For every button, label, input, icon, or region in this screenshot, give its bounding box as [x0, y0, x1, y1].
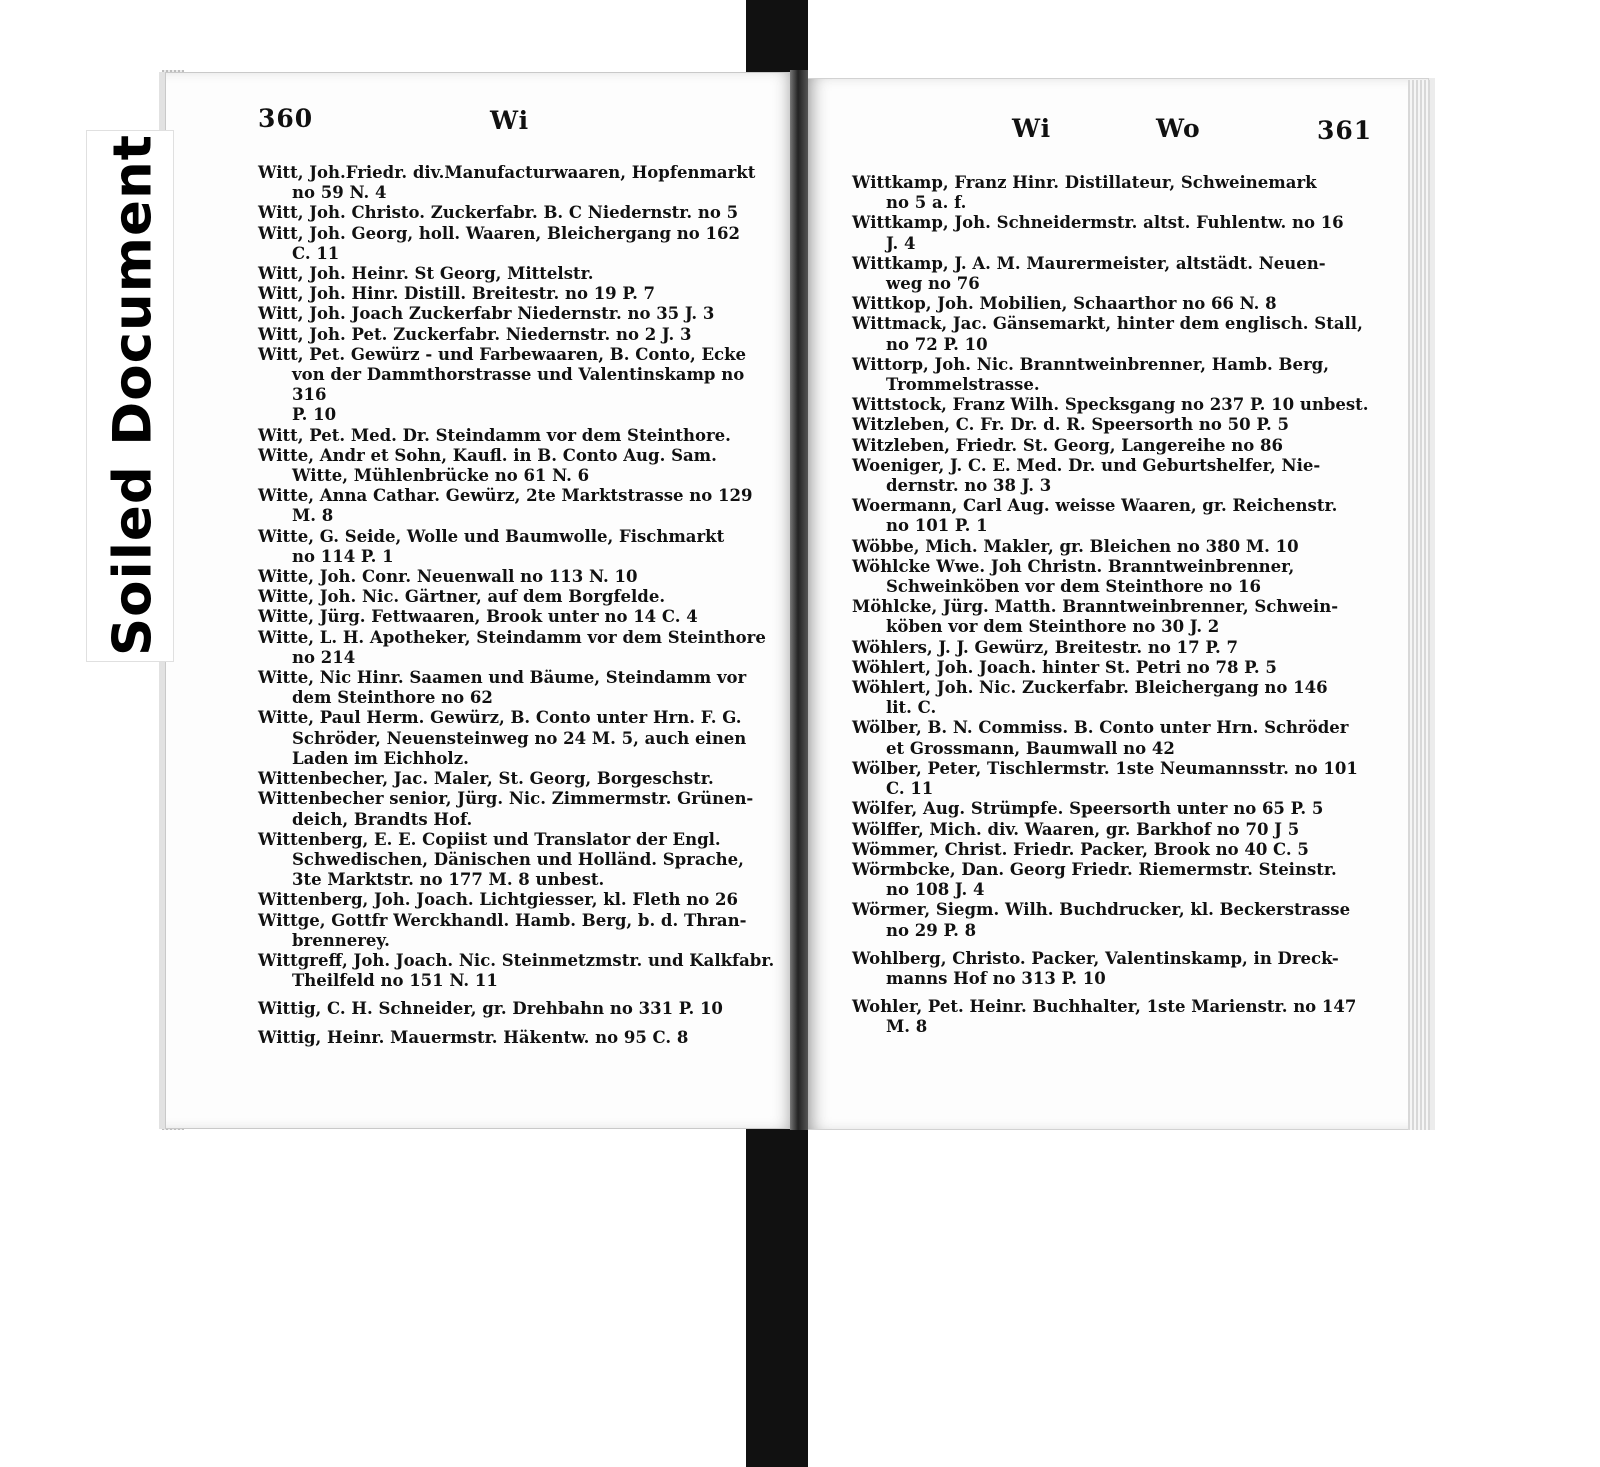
directory-entry — [852, 900, 1372, 940]
entry-line: Wöhlert, Joh. Joach. hinter St. Petri no 78 P. 5 — [852, 657, 1277, 677]
scanner-bar-bottom — [746, 1128, 808, 1467]
directory-entry — [852, 254, 1372, 294]
entry-continuation: no 59 N. 4 — [292, 183, 387, 203]
entry-continuation: M. 8 — [886, 1017, 928, 1037]
left-page-entries — [258, 163, 778, 1048]
directory-entry — [852, 597, 1372, 637]
directory-entry — [258, 789, 778, 829]
entry-line: Witte, Anna Cathar. Gewürz, 2te Marktstrasse no 129 — [258, 486, 753, 506]
entry-line: Witzleben, Friedr. St. Georg, Langereihe no 86 — [852, 435, 1283, 455]
entry-line: Wittig, C. H. Schneider, gr. Drehbahn no 331 P. 10 — [258, 999, 723, 1019]
entry-line: Wöbbe, Mich. Makler, gr. Bleichen no 380 M. 10 — [852, 536, 1299, 556]
directory-entry — [852, 557, 1372, 597]
directory-entry — [258, 203, 778, 223]
entry-line: Wölffer, Mich. div. Waaren, gr. Barkhof no 70 J 5 — [852, 819, 1300, 839]
directory-entry — [852, 496, 1372, 536]
directory-entry — [258, 769, 778, 789]
right-page-header-right: Wo — [1156, 114, 1201, 143]
stamp-label: Soiled Document — [102, 133, 164, 657]
entry-line: Witte, Jürg. Fettwaaren, Brook unter no 14 C. 4 — [258, 607, 698, 627]
entry-line: Wittenbecher, Jac. Maler, St. Georg, Borgeschstr. — [258, 769, 714, 789]
entry-line: Wittenbecher senior, Jürg. Nic. Zimmermstr. Grünen- — [258, 789, 754, 809]
directory-entry — [258, 587, 778, 607]
directory-entry — [852, 860, 1372, 900]
entry-line: Wittenberg, Joh. Joach. Lichtgiesser, kl. Fleth no 26 — [258, 890, 738, 910]
entry-line: Wittge, Gottfr Werckhandl. Hamb. Berg, b. d. Thran- — [258, 910, 747, 930]
entry-continuation: Schweinköben vor dem Steinthore no 16 — [886, 577, 1261, 597]
entry-continuation: von der Dammthorstrasse und Valentinskamp no 316 — [292, 365, 745, 405]
directory-entry — [258, 951, 778, 991]
entry-continuation: no 72 P. 10 — [886, 334, 988, 354]
entry-continuation: 3te Marktstr. no 177 M. 8 unbest. — [292, 870, 605, 890]
entry-line: Wöhlcke Wwe. Joh Christn. Branntweinbrenner, — [852, 556, 1295, 576]
entry-continuation: deich, Brandts Hof. — [292, 809, 473, 829]
right-page-header-left: Wi — [1012, 114, 1052, 143]
directory-entry — [852, 436, 1372, 456]
directory-entry — [852, 415, 1372, 435]
directory-entry — [258, 567, 778, 587]
entry-continuation: lit. C. — [886, 698, 937, 718]
entry-continuation: Schwedischen, Dänischen und Holländ. Sprache, — [292, 849, 744, 869]
directory-entry — [852, 658, 1372, 678]
directory-entry — [258, 890, 778, 910]
directory-entry — [852, 840, 1372, 860]
directory-entry — [852, 173, 1372, 213]
entry-continuation: M. 8 — [292, 506, 334, 526]
entry-continuation: Schröder, Neuensteinweg no 24 M. 5, auch einen — [292, 728, 747, 748]
entry-line: Wohlberg, Christo. Packer, Valentinskamp, in Dreck- — [852, 948, 1339, 968]
entry-line: Witt, Pet. Gewürz - und Farbewaaren, B. Conto, Ecke — [258, 344, 747, 364]
entry-line: Witt, Joh. Hinr. Distill. Breitestr. no 19 P. 7 — [258, 284, 656, 304]
entry-line: Wöhlers, J. J. Gewürz, Breitestr. no 17 P. 7 — [852, 637, 1238, 657]
entry-line: Wittstock, Franz Wilh. Specksgang no 237 P. 10 unbest. — [852, 395, 1369, 415]
entry-line: Witte, Joh. Nic. Gärtner, auf dem Borgfelde. — [258, 587, 666, 607]
entry-line: Wittmack, Jac. Gänsemarkt, hinter dem englisch. Stall, — [852, 314, 1363, 334]
entry-continuation: Laden im Eichholz. — [292, 748, 469, 768]
directory-entry — [852, 678, 1372, 718]
entry-continuation: Trommelstrasse. — [886, 375, 1040, 395]
directory-entry — [258, 607, 778, 627]
entry-line: Witt, Joh. Joach Zuckerfabr Niedernstr. no 35 J. 3 — [258, 304, 715, 324]
entry-continuation: brennerey. — [292, 930, 390, 950]
right-page-entries — [852, 173, 1372, 1038]
entry-line: Witte, L. H. Apotheker, Steindamm vor dem Steinthore — [258, 627, 766, 647]
entry-line: Witt, Joh. Georg, holl. Waaren, Bleichergang no 162 — [258, 223, 740, 243]
entry-continuation: dernstr. no 38 J. 3 — [886, 476, 1052, 496]
entry-line: Woeniger, J. C. E. Med. Dr. und Geburtshelfer, Nie- — [852, 455, 1321, 475]
entry-continuation: köben vor dem Steinthore no 30 J. 2 — [886, 617, 1220, 637]
directory-entry — [852, 997, 1372, 1037]
entry-continuation: no 114 P. 1 — [292, 546, 394, 566]
directory-entry — [852, 799, 1372, 819]
directory-entry — [258, 999, 778, 1019]
entry-line: Witte, G. Seide, Wolle und Baumwolle, Fischmarkt — [258, 526, 725, 546]
directory-entry — [258, 163, 778, 203]
entry-continuation: weg no 76 — [886, 274, 980, 294]
left-page-number: 360 — [258, 104, 314, 133]
entry-continuation: dem Steinthore no 62 — [292, 688, 493, 708]
entry-continuation: et Grossmann, Baumwall no 42 — [886, 738, 1175, 758]
directory-entry — [852, 949, 1372, 989]
directory-entry — [258, 325, 778, 345]
entry-line: Wörmer, Siegm. Wilh. Buchdrucker, kl. Beckerstrasse — [852, 900, 1351, 920]
entry-line: Witte, Paul Herm. Gewürz, B. Conto unter Hrn. F. G. — [258, 708, 742, 728]
entry-line: Woermann, Carl Aug. weisse Waaren, gr. Reichenstr. — [852, 496, 1338, 516]
entry-line: Witte, Nic Hinr. Saamen und Bäume, Steindamm vor — [258, 668, 747, 688]
entry-line: Wölber, B. N. Commiss. B. Conto unter Hrn. Schröder — [852, 718, 1349, 738]
entry-continuation: no 29 P. 8 — [886, 920, 977, 940]
entry-line: Wittkamp, Joh. Schneidermstr. altst. Fuhlentw. no 16 — [852, 213, 1344, 233]
directory-entry — [852, 395, 1372, 415]
directory-entry — [258, 284, 778, 304]
entry-continuation: Witte, Mühlenbrücke no 61 N. 6 — [292, 466, 590, 486]
directory-entry — [258, 1028, 778, 1048]
entry-continuation: no 214 — [292, 647, 356, 667]
directory-entry — [258, 264, 778, 284]
directory-entry — [852, 537, 1372, 557]
directory-entry — [852, 759, 1372, 799]
entry-line: Wöhlert, Joh. Nic. Zuckerfabr. Bleichergang no 146 — [852, 678, 1328, 698]
directory-entry — [852, 314, 1372, 354]
entry-continuation: P. 10 — [292, 405, 337, 425]
entry-line: Wittkamp, Franz Hinr. Distillateur, Schweinemark — [852, 173, 1317, 192]
directory-entry — [852, 456, 1372, 496]
directory-entry — [258, 446, 778, 486]
entry-line: Witte, Andr et Sohn, Kaufl. in B. Conto Aug. Sam. — [258, 445, 717, 465]
entry-line: Wittkamp, J. A. M. Maurermeister, altstädt. Neuen- — [852, 253, 1326, 273]
entry-continuation: manns Hof no 313 P. 10 — [886, 968, 1106, 988]
directory-entry — [258, 304, 778, 324]
entry-line: Witt, Joh.Friedr. div.Manufacturwaaren, Hopfenmarkt — [258, 163, 756, 182]
entry-line: Wittorp, Joh. Nic. Branntweinbrenner, Hamb. Berg, — [852, 354, 1329, 374]
directory-entry — [852, 820, 1372, 840]
entry-line: Witt, Pet. Med. Dr. Steindamm vor dem Steinthore. — [258, 425, 731, 445]
entry-line: Wölber, Peter, Tischlermstr. 1ste Neumannsstr. no 101 — [852, 758, 1358, 778]
entry-line: Witte, Joh. Conr. Neuenwall no 113 N. 10 — [258, 567, 638, 587]
entry-line: Wittgreff, Joh. Joach. Nic. Steinmetzmstr. und Kalkfabr. — [258, 950, 775, 970]
entry-continuation: C. 11 — [292, 243, 340, 263]
entry-line: Witzleben, C. Fr. Dr. d. R. Speersorth no 50 P. 5 — [852, 415, 1290, 435]
entry-line: Wittenberg, E. E. Copiist und Translator der Engl. — [258, 829, 721, 849]
entry-line: Witt, Joh. Heinr. St Georg, Mittelstr. — [258, 264, 594, 284]
directory-entry — [258, 345, 778, 426]
entry-continuation: Theilfeld no 151 N. 11 — [292, 971, 498, 991]
directory-entry — [258, 224, 778, 264]
directory-entry — [852, 213, 1372, 253]
entry-line: Witt, Joh. Pet. Zuckerfabr. Niedernstr. no 2 J. 3 — [258, 324, 692, 344]
directory-entry — [852, 294, 1372, 314]
entry-line: Wörmbcke, Dan. Georg Friedr. Riemermstr. Steinstr. — [852, 859, 1337, 879]
entry-continuation: J. 4 — [886, 233, 916, 253]
entry-continuation: no 5 a. f. — [886, 193, 967, 213]
directory-entry — [258, 708, 778, 769]
entry-line: Wölfer, Aug. Strümpfe. Speersorth unter no 65 P. 5 — [852, 799, 1324, 819]
directory-entry — [852, 638, 1372, 658]
entry-continuation: no 108 J. 4 — [886, 880, 985, 900]
directory-entry — [258, 668, 778, 708]
directory-entry — [852, 355, 1372, 395]
entry-line: Witt, Joh. Christo. Zuckerfabr. B. C Niedernstr. no 5 — [258, 203, 739, 223]
directory-entry — [258, 527, 778, 567]
entry-line: Wohler, Pet. Heinr. Buchhalter, 1ste Marienstr. no 147 — [852, 997, 1357, 1017]
directory-entry — [258, 911, 778, 951]
entry-continuation: C. 11 — [886, 779, 934, 799]
entry-line: Wömmer, Christ. Friedr. Packer, Brook no 40 C. 5 — [852, 839, 1309, 859]
left-page-header: Wi — [490, 106, 530, 135]
directory-entry — [258, 628, 778, 668]
directory-entry — [852, 718, 1372, 758]
directory-entry — [258, 426, 778, 446]
entry-line: Wittkop, Joh. Mobilien, Schaarthor no 66 N. 8 — [852, 294, 1277, 314]
entry-line: Möhlcke, Jürg. Matth. Branntweinbrenner, Schwein- — [852, 597, 1339, 617]
entry-continuation: no 101 P. 1 — [886, 516, 988, 536]
entry-line: Wittig, Heinr. Mauermstr. Häkentw. no 95 C. 8 — [258, 1027, 689, 1047]
directory-entry — [258, 486, 778, 526]
book-gutter — [790, 70, 808, 1130]
directory-entry — [258, 830, 778, 891]
right-page-edge — [1408, 80, 1430, 1130]
right-page-number: 361 — [1317, 116, 1373, 145]
